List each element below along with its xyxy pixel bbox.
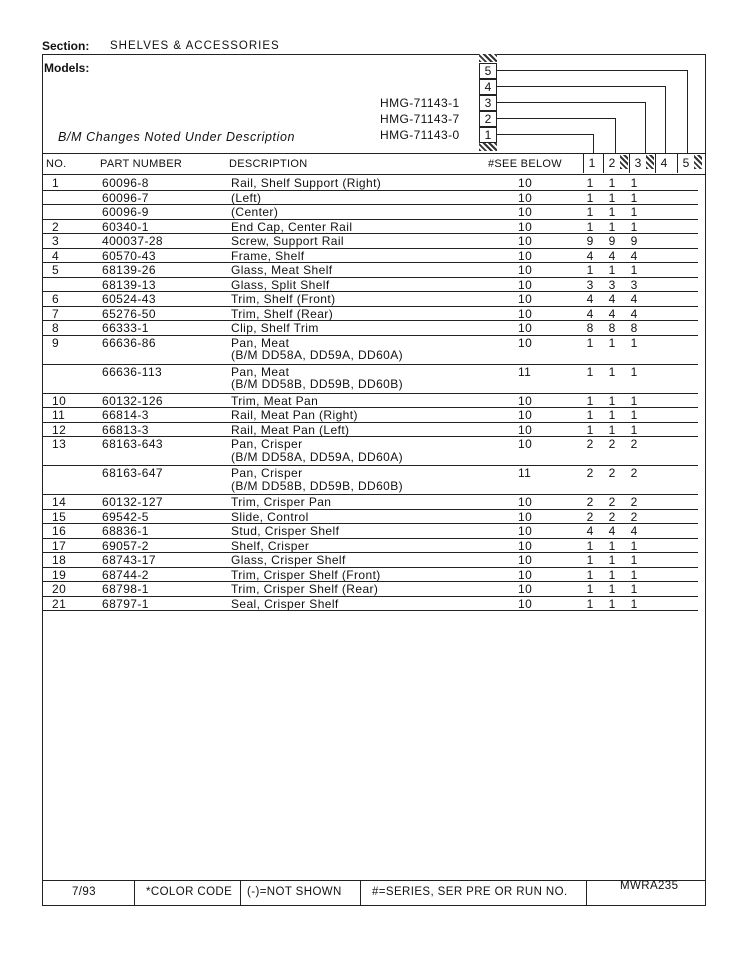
bm-changes-note: B/M Changes Noted Under Description [58,130,296,144]
item-number: 10 [52,393,67,408]
quantity-col-3: 1 [630,408,638,422]
quantity-col-1: 1 [586,596,594,611]
see-below-code: 11 [518,364,532,379]
quantity-col-1: 4 [586,248,594,263]
quantity-col-1: 2 [586,437,594,451]
part-description: Shelf, Crisper [231,538,310,553]
item-number: 8 [52,321,60,335]
footer-divider [360,880,361,906]
quantity-col-2: 1 [608,582,616,596]
part-description: Trim, Shelf (Front) [231,292,336,306]
part-number: 60096-8 [102,176,149,190]
quantity-col-3: 1 [630,538,638,553]
quantity-col-1: 2 [586,509,594,524]
part-number: 69542-5 [102,509,149,524]
see-below-code: 10 [518,553,533,567]
part-description: Rail, Meat Pan (Left) [231,422,350,437]
quantity-col-3: 2 [630,495,638,509]
part-description: Glass, Meat Shelf [231,263,333,277]
quantity-col-2: 4 [608,524,616,538]
header-part-number: PART NUMBER [100,158,183,170]
models-label: Models: [44,61,90,75]
item-number: 12 [52,422,67,437]
part-description: Seal, Crisper Shelf [231,596,339,611]
part-number: 60132-127 [102,495,163,509]
quantity-col-3: 1 [630,553,638,567]
quantity-col-3: 1 [630,219,638,234]
quantity-col-2: 1 [608,538,616,553]
item-number: 14 [52,495,67,509]
quantity-col-3: 1 [630,335,638,350]
item-number: 16 [52,524,67,538]
quantity-col-3: 1 [630,422,638,437]
quantity-col-3: 4 [630,306,638,321]
part-description: Rail, Meat Pan (Right) [231,408,358,422]
part-description: Trim, Crisper Shelf (Front) [231,567,381,582]
part-number: 66636-86 [102,335,156,350]
quantity-col-2: 1 [608,553,616,567]
footer-date: 7/93 [72,886,96,898]
see-below-code: 10 [518,567,533,582]
quantity-col-1: 1 [586,176,594,190]
quantity-col-3: 2 [630,466,638,480]
quantity-col-3: 1 [630,205,638,219]
see-below-code: 10 [518,596,533,611]
part-number: 68163-643 [102,437,163,451]
part-description: Trim, Crisper Pan [231,495,332,509]
part-description: Clip, Shelf Trim [231,321,319,335]
see-below-code: 10 [518,509,533,524]
part-number: 68743-17 [102,553,156,567]
part-number: 68139-26 [102,263,156,277]
quantity-col-1: 9 [586,234,594,248]
part-description: Slide, Control [231,509,309,524]
quantity-col-2: 2 [608,437,616,451]
see-below-code: 10 [518,495,533,509]
footer-doc-code: MWRA235 [620,880,679,892]
quantity-col-2: 1 [608,422,616,437]
quantity-col-3: 1 [630,393,638,408]
bm-change-note: (B/M DD58A, DD59A, DD60A) [231,449,404,464]
quantity-col-1: 1 [586,538,594,553]
bm-change-note: (B/M DD58A, DD59A, DD60A) [231,348,404,362]
part-number: 60340-1 [102,219,149,234]
quantity-col-3: 8 [630,321,638,335]
model-box-5: 5 [479,63,497,79]
quantity-col-1: 1 [586,335,594,350]
model-box-2: 2 [479,111,497,127]
see-below-code: 10 [518,582,533,596]
item-number: 1 [52,176,60,190]
section-value: SHELVES & ACCESSORIES [110,40,280,52]
hatch-pattern [479,143,497,151]
quantity-col-3: 1 [630,582,638,596]
header-see-below: #SEE BELOW [488,158,562,170]
see-below-code: 10 [518,190,533,205]
quantity-col-3: 3 [630,277,638,292]
quantity-col-1: 1 [586,364,594,379]
see-below-code: 10 [518,321,533,335]
item-number: 11 [52,408,66,422]
item-number: 3 [52,234,60,248]
see-below-code: 10 [518,437,533,451]
header-col-2: 2 [603,153,620,173]
quantity-col-1: 1 [586,263,594,277]
quantity-col-1: 1 [586,553,594,567]
quantity-col-1: 8 [586,321,594,335]
quantity-col-2: 2 [608,466,616,480]
quantity-col-1: 1 [586,393,594,408]
item-number: 7 [52,306,60,321]
quantity-col-2: 4 [608,306,616,321]
quantity-col-3: 1 [630,190,638,205]
quantity-col-1: 1 [586,422,594,437]
footer-series-note: #=SERIES, SER PRE OR RUN NO. [372,886,568,898]
quantity-col-2: 9 [608,234,616,248]
part-number: 65276-50 [102,306,156,321]
quantity-col-2: 1 [608,176,616,190]
quantity-col-1: 4 [586,292,594,306]
model-name: HMG-71143-0 [380,128,460,142]
quantity-col-3: 1 [630,567,638,582]
part-number: 68798-1 [102,582,149,596]
quantity-col-1: 1 [586,219,594,234]
item-number: 5 [52,263,60,277]
part-description: Trim, Crisper Shelf (Rear) [231,582,379,596]
quantity-col-2: 1 [608,567,616,582]
part-number: 60096-7 [102,190,149,205]
part-description: (Center) [231,205,279,219]
item-number: 6 [52,292,60,306]
part-number: 66814-3 [102,408,149,422]
part-description: Screw, Support Rail [231,234,344,248]
item-number: 2 [52,219,60,234]
quantity-col-2: 4 [608,292,616,306]
quantity-col-3: 4 [630,248,638,263]
quantity-col-3: 2 [630,437,638,451]
model-box-3: 3 [479,95,497,111]
see-below-code: 10 [518,393,533,408]
see-below-code: 10 [518,524,533,538]
quantity-col-2: 1 [608,190,616,205]
see-below-code: 10 [518,292,533,306]
part-number: 60096-9 [102,205,149,219]
item-number: 4 [52,248,60,263]
part-number: 60570-43 [102,248,156,263]
see-below-code: 10 [518,277,533,292]
part-number: 68744-2 [102,567,149,582]
bm-change-note: (B/M DD58B, DD59B, DD60B) [231,377,404,391]
footer-divider [134,880,135,906]
quantity-col-1: 2 [586,495,594,509]
model-box-1: 1 [479,127,497,143]
model-name: HMG-71143-7 [380,112,460,126]
quantity-col-1: 1 [586,190,594,205]
see-below-code: 10 [518,176,533,190]
model-box-4: 4 [479,79,497,95]
part-description: Frame, Shelf [231,248,305,263]
quantity-col-3: 2 [630,509,638,524]
header-description: DESCRIPTION [229,158,308,170]
footer-not-shown: (-)=NOT SHOWN [247,886,342,898]
quantity-col-3: 1 [630,596,638,611]
part-number: 69057-2 [102,538,149,553]
part-description: Pan, Meat [231,364,290,379]
header-col-3: 3 [629,153,646,173]
item-number: 17 [52,538,67,553]
header-col-5: 5 [677,153,694,173]
quantity-col-2: 2 [608,509,616,524]
part-description: Stud, Crisper Shelf [231,524,340,538]
hatch-pattern [694,155,702,169]
item-number: 18 [52,553,67,567]
part-number: 68797-1 [102,596,149,611]
see-below-code: 11 [518,466,532,480]
header-col-4: 4 [655,153,672,173]
quantity-col-2: 1 [608,364,616,379]
part-description: (Left) [231,190,262,205]
model-name: HMG-71143-1 [380,96,460,110]
quantity-col-1: 1 [586,567,594,582]
item-number: 15 [52,509,67,524]
quantity-col-3: 1 [630,176,638,190]
item-number: 21 [52,596,67,611]
part-description: Trim, Shelf (Rear) [231,306,334,321]
see-below-code: 10 [518,538,533,553]
part-number: 60524-43 [102,292,156,306]
part-description: Trim, Meat Pan [231,393,319,408]
part-number: 66813-3 [102,422,149,437]
quantity-col-1: 4 [586,306,594,321]
part-number: 400037-28 [102,234,163,248]
hatch-pattern [479,54,497,62]
header-col-1: 1 [583,153,600,173]
part-description: End Cap, Center Rail [231,219,353,234]
footer-divider [586,880,587,906]
quantity-col-1: 1 [586,205,594,219]
quantity-col-1: 4 [586,524,594,538]
part-description: Pan, Meat [231,335,290,350]
part-number: 68139-13 [102,277,156,292]
part-number: 66636-113 [102,364,163,379]
section-label: Section: [42,39,90,53]
quantity-col-2: 1 [608,335,616,350]
part-description: Pan, Crisper [231,466,303,480]
part-description: Pan, Crisper [231,437,303,451]
hatch-pattern [620,155,628,169]
quantity-col-2: 1 [608,219,616,234]
item-number: 20 [52,582,67,596]
item-number: 9 [52,335,60,350]
quantity-col-3: 1 [630,364,638,379]
quantity-col-3: 9 [630,234,638,248]
hatch-pattern [646,155,654,169]
see-below-code: 10 [518,306,533,321]
quantity-col-2: 1 [608,205,616,219]
part-description: Glass, Crisper Shelf [231,553,346,567]
quantity-col-3: 4 [630,524,638,538]
item-number: 13 [52,437,67,451]
see-below-code: 10 [518,205,533,219]
quantity-col-1: 1 [586,582,594,596]
connector-line-1 [497,134,594,154]
header-no: NO. [46,158,67,170]
see-below-code: 10 [518,408,533,422]
quantity-col-2: 1 [608,596,616,611]
see-below-code: 10 [518,422,533,437]
part-description: Glass, Split Shelf [231,277,330,292]
part-number: 68836-1 [102,524,149,538]
quantity-col-2: 8 [608,321,616,335]
part-number: 68163-647 [102,466,163,480]
section-underline [108,54,302,55]
quantity-col-2: 3 [608,277,616,292]
quantity-col-2: 1 [608,393,616,408]
bm-change-note: (B/M DD58B, DD59B, DD60B) [231,478,404,493]
quantity-col-2: 1 [608,263,616,277]
footer-color-code: *COLOR CODE [146,886,233,898]
quantity-col-1: 2 [586,466,594,480]
quantity-col-3: 4 [630,292,638,306]
see-below-code: 10 [518,219,533,234]
part-description: Rail, Shelf Support (Right) [231,176,382,190]
see-below-code: 10 [518,335,533,350]
see-below-code: 10 [518,234,533,248]
quantity-col-2: 1 [608,408,616,422]
quantity-col-2: 4 [608,248,616,263]
see-below-code: 10 [518,263,533,277]
footer-divider [240,880,241,906]
item-number: 19 [52,567,67,582]
quantity-col-1: 1 [586,408,594,422]
quantity-col-2: 2 [608,495,616,509]
part-number: 60132-126 [102,393,163,408]
quantity-col-1: 3 [586,277,594,292]
part-number: 66333-1 [102,321,149,335]
row-rule [42,610,698,611]
see-below-code: 10 [518,248,533,263]
quantity-col-3: 1 [630,263,638,277]
